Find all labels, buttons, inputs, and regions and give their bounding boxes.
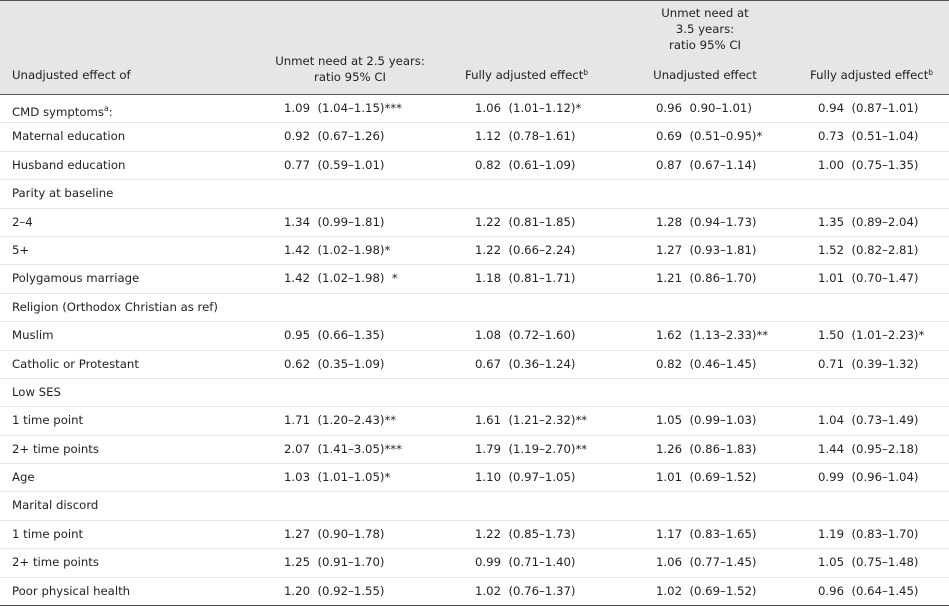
cell-c2: 1.79 (1.19–2.70)** [475,441,588,456]
table-row [0,578,949,606]
row-label [12,464,35,491]
row-label [12,180,113,207]
cell-c2: 1.08 (0.72–1.60) [475,328,576,343]
row-label [12,123,125,150]
cell-c3: 1.01 (0.69–1.52) [656,470,757,485]
cell-c4: 1.50 (1.01–2.23)* [818,328,925,343]
cell-c2: 1.10 (0.97–1.05) [475,470,576,485]
row-label-text: 5+ [12,242,30,257]
cell-c4: 1.35 (0.89–2.04) [818,214,919,229]
header-col2-text: Fully adjusted effect [465,68,584,82]
cell-c4: 1.52 (0.82–2.81) [818,242,919,257]
cell-c3: 1.62 (1.13–2.33)** [656,328,769,343]
cell-c3: 1.26 (0.86–1.83) [656,441,757,456]
cell-c2: 1.22 (0.85–1.73) [475,526,576,541]
header-col1-line1: Unmet need at 2.5 years: [275,54,425,68]
cell-c2: 1.22 (0.66–2.24) [475,242,576,257]
row-label [12,152,125,179]
row-label [12,436,99,463]
table-row [0,294,949,322]
row-label-text: Husband education [12,157,126,172]
row-label-suffix: : [108,104,113,119]
cell-c2: 0.67 (0.36–1.24) [475,356,576,371]
header-col2-sup: b [583,68,589,77]
row-label-text: 2–4 [12,214,33,229]
row-label [12,265,139,292]
cell-c1: 0.77 (0.59–1.01) [284,157,385,172]
cell-c3: 0.69 (0.51–0.95)* [656,129,763,144]
row-label [12,549,99,576]
cell-c3: 1.21 (0.86–1.70) [656,271,757,286]
cell-c1: 0.92 (0.67–1.26) [284,129,385,144]
table-row [0,436,949,464]
cell-c4: 1.04 (0.73–1.49) [818,413,919,428]
table-row [0,407,949,435]
table-row [0,265,949,293]
table-row [0,152,949,180]
row-label [12,492,98,519]
row-label-text: CMD symptoms [12,104,104,119]
table-row [0,180,949,208]
table-row [0,237,949,265]
cell-c1: 0.95 (0.66–1.35) [284,328,385,343]
cell-c2: 0.99 (0.71–1.40) [475,555,576,570]
row-label-text: 1 time point [12,526,84,541]
table-row [0,322,949,350]
cell-c4: 1.05 (0.75–1.48) [818,555,919,570]
cell-c4: 0.99 (0.96–1.04) [818,470,919,485]
table-body [0,95,949,606]
cell-c1: 1.25 (0.91–1.70) [284,555,385,570]
table-header [0,0,949,95]
cell-c1: 1.09 (1.04–1.15)*** [284,101,402,115]
cell-c3: 0.82 (0.46–1.45) [656,356,757,371]
header-col-unmet-3-5 [630,5,780,83]
row-label-text: Polygamous marriage [12,271,140,286]
cell-c1: 1.71 (1.20–2.43)** [284,413,397,428]
cell-c4: 0.71 (0.39–1.32) [818,356,919,371]
row-label-text: 2+ time points [12,441,99,456]
header-col3-line1: Unmet need at [661,6,749,20]
header-col4-text: Fully adjusted effect [810,68,929,82]
cell-c3: 0.96 0.90–1.01) [656,101,752,115]
cell-c4: 0.96 (0.64–1.45) [818,583,919,598]
cell-c3: 0.87 (0.67–1.14) [656,157,757,172]
row-label-text: Muslim [12,328,54,343]
cell-c1: 1.42 (1.02–1.98)* [284,242,391,257]
header-col3-line3: ratio 95% CI [669,38,741,52]
row-label-text: Religion (Orthodox Christian as ref) [12,299,218,314]
cell-c2: 0.82 (0.61–1.09) [475,157,576,172]
row-label-text: Age [12,470,35,485]
table-row [0,379,949,407]
header-col-fully-adjusted-3-5 [810,67,945,83]
table-row [0,95,949,123]
cell-c2: 1.22 (0.81–1.85) [475,214,576,229]
header-col3-line2: 3.5 years: [675,22,735,36]
cell-c3: 1.02 (0.69–1.52) [656,583,757,598]
row-label-text: Catholic or Protestant [12,356,139,371]
cell-c3: 1.28 (0.94–1.73) [656,214,757,229]
cell-c4: 1.19 (0.83–1.70) [818,526,919,541]
header-col1-line2: ratio 95% CI [314,70,386,84]
header-col-fully-adjusted-2-5 [465,67,615,83]
cell-c2: 1.61 (1.21–2.32)** [475,413,588,428]
table-row [0,123,949,151]
table-row [0,464,949,492]
row-label [12,294,218,321]
header-col-unadjusted-effect-of [12,67,131,83]
cell-c1: 1.20 (0.92–1.55) [284,583,385,598]
cell-c4: 1.01 (0.70–1.47) [818,271,919,286]
row-label [12,521,83,548]
row-label [12,237,29,264]
cell-c2: 1.12 (0.78–1.61) [475,129,576,144]
row-label [12,95,113,126]
cell-c1: 2.07 (1.41–3.05)*** [284,441,402,456]
row-label [12,322,53,349]
row-label-sup: a [103,104,109,113]
table-row [0,549,949,577]
header-col3-line4: Unadjusted effect [653,68,757,82]
cell-c1: 1.27 (0.90–1.78) [284,526,385,541]
row-label-text: Maternal education [12,129,126,144]
row-label [12,209,33,236]
cell-c4: 0.94 (0.87–1.01) [818,101,919,115]
cell-c3: 1.06 (0.77–1.45) [656,555,757,570]
table-row [0,209,949,237]
row-label [12,379,61,406]
table-row [0,492,949,520]
cell-c2: 1.02 (0.76–1.37) [475,583,576,598]
cell-c4: 1.00 (0.75–1.35) [818,157,919,172]
header-col4-sup: b [928,68,934,77]
cell-c1: 1.03 (1.01–1.05)* [284,470,391,485]
cell-c4: 0.73 (0.51–1.04) [818,129,919,144]
row-label [12,578,130,605]
row-label-text: Poor physical health [12,583,131,598]
cell-c2: 1.06 (1.01–1.12)* [475,101,582,115]
table-row [0,521,949,549]
cell-c4: 1.44 (0.95–2.18) [818,441,919,456]
cell-c3: 1.27 (0.93–1.81) [656,242,757,257]
cell-c1: 1.34 (0.99–1.81) [284,214,385,229]
cell-c1: 1.42 (1.02–1.98) * [284,271,398,286]
header-col-unmet-2-5 [250,53,450,85]
header-col0-text: Unadjusted effect of [12,68,131,82]
row-label [12,407,83,434]
cell-c3: 1.17 (0.83–1.65) [656,526,757,541]
cell-c3: 1.05 (0.99–1.03) [656,413,757,428]
cell-c2: 1.18 (0.81–1.71) [475,271,576,286]
row-label [12,351,139,378]
row-label-text: 2+ time points [12,555,99,570]
row-label-text: 1 time point [12,413,84,428]
row-label-text: Parity at baseline [12,186,114,201]
table-row [0,351,949,379]
row-label-text: Low SES [12,384,61,399]
cell-c1: 0.62 (0.35–1.09) [284,356,385,371]
row-label-text: Marital discord [12,498,99,513]
